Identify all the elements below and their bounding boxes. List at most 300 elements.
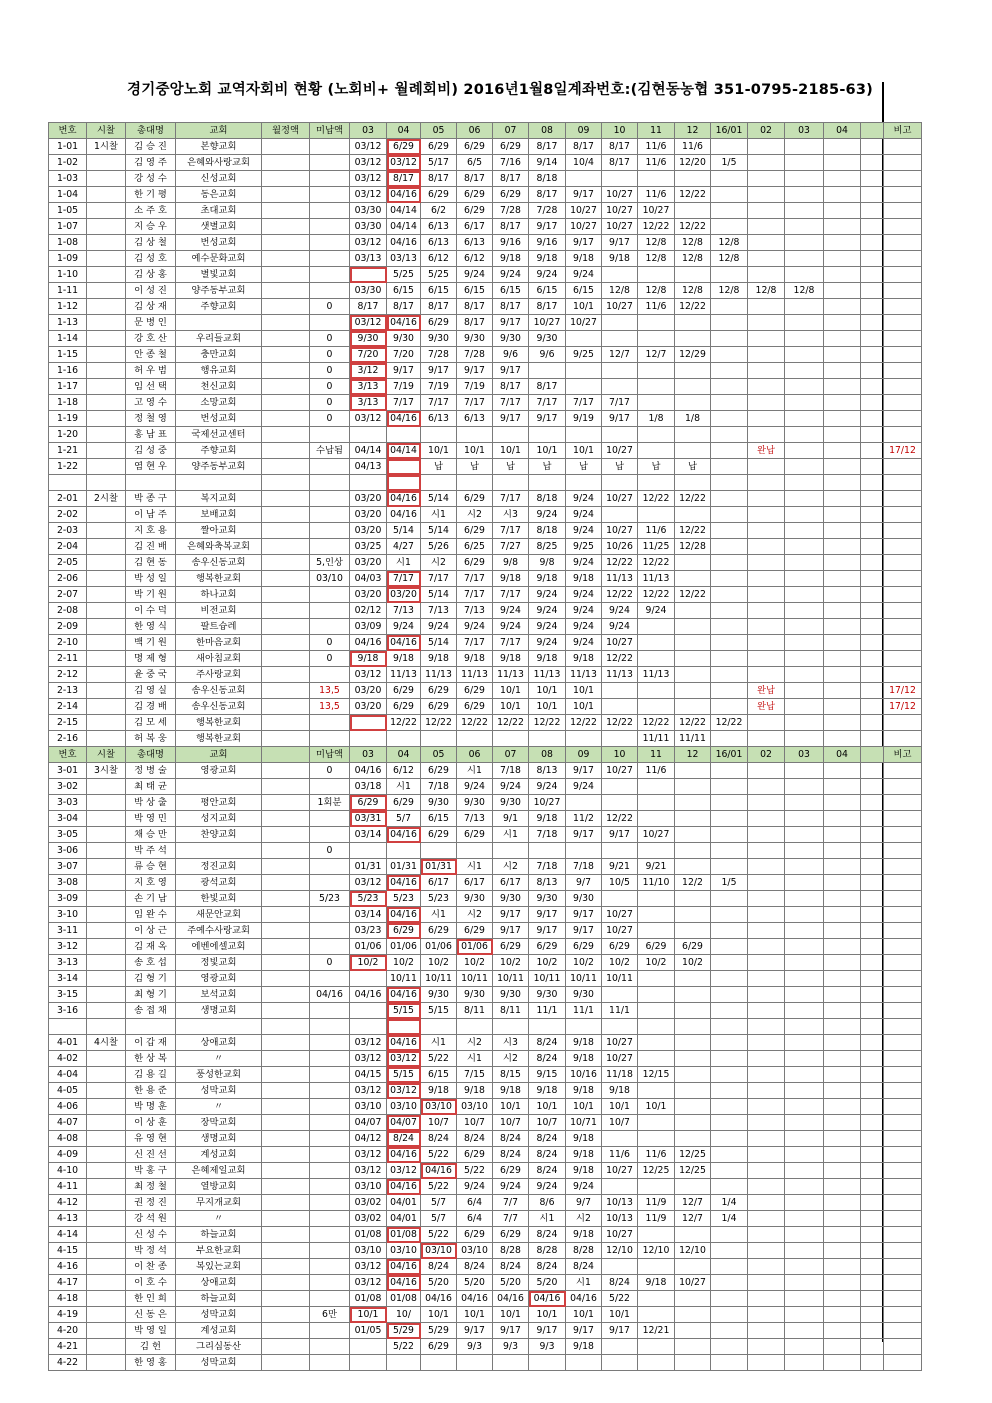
table-cell: 9/17 xyxy=(529,907,566,923)
table-cell xyxy=(785,507,824,523)
table-cell: 9/17 xyxy=(566,907,602,923)
table-cell xyxy=(748,587,785,603)
table-row xyxy=(49,699,922,715)
table-cell: 1-17 xyxy=(49,379,87,395)
table-cell xyxy=(262,1275,310,1291)
table-cell xyxy=(262,587,310,603)
table-row xyxy=(49,299,922,315)
table-cell xyxy=(861,443,884,459)
table-row xyxy=(49,427,922,443)
table-cell xyxy=(748,459,785,475)
table-cell: 5/29 xyxy=(387,1323,421,1339)
table-cell: 7/27 xyxy=(493,539,529,555)
table-cell xyxy=(785,251,824,267)
table-cell: 0 xyxy=(310,651,350,667)
table-cell: 신 진 선 xyxy=(126,1147,176,1163)
table-cell xyxy=(884,299,922,315)
table-cell: 9/24 xyxy=(566,555,602,571)
table-cell: 9/17 xyxy=(493,1323,529,1339)
table-cell: 03/12 xyxy=(350,1163,387,1179)
table-cell: 03/12 xyxy=(387,1051,421,1067)
table-cell: 8/13 xyxy=(529,875,566,891)
table-cell: 9/17 xyxy=(566,923,602,939)
empty-cell xyxy=(350,1019,387,1035)
table-cell xyxy=(785,811,824,827)
table-cell: 신 동 은 xyxy=(126,1307,176,1323)
table-cell: 8/18 xyxy=(529,171,566,187)
table-cell: 10/27 xyxy=(602,187,638,203)
table-cell: 9/18 xyxy=(457,651,493,667)
table-cell: 한 인 희 xyxy=(126,1291,176,1307)
table-cell: 9/24 xyxy=(566,267,602,283)
table-cell: 04/16 xyxy=(387,187,421,203)
empty-cell xyxy=(884,475,922,491)
table-cell xyxy=(675,571,711,587)
table-cell: 9/24 xyxy=(529,1179,566,1195)
table-row xyxy=(49,779,922,795)
table-cell xyxy=(884,523,922,539)
table-cell xyxy=(785,331,824,347)
table-cell xyxy=(748,907,785,923)
empty-cell xyxy=(638,1019,675,1035)
table-cell xyxy=(785,171,824,187)
table-cell: 6/17 xyxy=(457,875,493,891)
table-cell xyxy=(748,1003,785,1019)
table-cell xyxy=(861,939,884,955)
table-cell xyxy=(711,1131,748,1147)
table-cell xyxy=(310,283,350,299)
table-cell: 10/1 xyxy=(566,1307,602,1323)
table-cell: 8/24 xyxy=(529,1131,566,1147)
table-cell xyxy=(824,955,861,971)
table-cell xyxy=(87,699,126,715)
table-cell xyxy=(675,779,711,795)
table-cell xyxy=(785,603,824,619)
table-cell: 완납 xyxy=(748,699,785,715)
table-cell: 8/24 xyxy=(529,1227,566,1243)
table-cell: 6/29 xyxy=(457,203,493,219)
table-cell xyxy=(861,891,884,907)
table-cell: 03/20 xyxy=(350,683,387,699)
table-cell: 7/28 xyxy=(421,347,457,363)
table-cell xyxy=(884,1307,922,1323)
table-cell xyxy=(711,587,748,603)
table-cell xyxy=(421,731,457,747)
table-cell xyxy=(824,363,861,379)
table-cell: 6/4 xyxy=(457,1211,493,1227)
table-cell: 〃 xyxy=(176,1051,262,1067)
table-cell xyxy=(529,843,566,859)
table-cell xyxy=(310,1003,350,1019)
table-cell: 9/24 xyxy=(602,619,638,635)
table-cell xyxy=(87,1211,126,1227)
table-cell xyxy=(602,731,638,747)
table-cell xyxy=(675,1003,711,1019)
table-row xyxy=(49,939,922,955)
table-cell xyxy=(262,1115,310,1131)
table-cell: 1-09 xyxy=(49,251,87,267)
table-cell: 1-20 xyxy=(49,427,87,443)
table-cell xyxy=(711,683,748,699)
table-cell xyxy=(861,651,884,667)
table-cell: 6/17 xyxy=(493,875,529,891)
table-cell: 7/15 xyxy=(457,1067,493,1083)
table-row xyxy=(49,1259,922,1275)
table-cell: 9/24 xyxy=(493,1179,529,1195)
table-cell: 10/2 xyxy=(350,955,387,971)
table-row xyxy=(49,539,922,555)
table-cell xyxy=(861,763,884,779)
table-cell: 1/8 xyxy=(638,411,675,427)
table-cell xyxy=(861,363,884,379)
table-cell: 6/29 xyxy=(387,923,421,939)
table-cell xyxy=(884,1275,922,1291)
table-cell xyxy=(87,379,126,395)
table-cell xyxy=(675,1179,711,1195)
table-cell xyxy=(310,1195,350,1211)
table-cell: 11/13 xyxy=(602,667,638,683)
table-cell: 번성교회 xyxy=(176,411,262,427)
table-cell xyxy=(87,459,126,475)
table-cell: 12/22 xyxy=(675,299,711,315)
table-cell: 3-06 xyxy=(49,843,87,859)
table-cell xyxy=(675,827,711,843)
table-cell xyxy=(824,1323,861,1339)
table-cell xyxy=(824,699,861,715)
table-cell xyxy=(457,843,493,859)
table-cell: 12/22 xyxy=(387,715,421,731)
table-cell xyxy=(748,139,785,155)
table-cell: 04/01 xyxy=(387,1211,421,1227)
table-cell xyxy=(262,571,310,587)
table-cell xyxy=(675,859,711,875)
table-cell xyxy=(884,1131,922,1147)
table-cell: 계성교회 xyxy=(176,1147,262,1163)
table-cell: 8/24 xyxy=(421,1131,457,1147)
table-cell xyxy=(262,1227,310,1243)
table-cell xyxy=(87,1323,126,1339)
table-cell xyxy=(87,1243,126,1259)
table-cell: 평안교회 xyxy=(176,795,262,811)
table-cell: 4-17 xyxy=(49,1275,87,1291)
table-cell xyxy=(262,427,310,443)
table-cell: 12/8 xyxy=(785,283,824,299)
table-cell: 01/31 xyxy=(387,859,421,875)
table-cell: 5/20 xyxy=(421,1275,457,1291)
table-cell xyxy=(861,1115,884,1131)
table-cell: 1-21 xyxy=(49,443,87,459)
table-row xyxy=(49,507,922,523)
table-cell xyxy=(785,411,824,427)
table-row xyxy=(49,411,922,427)
table-cell xyxy=(87,443,126,459)
table-cell xyxy=(262,363,310,379)
table-cell xyxy=(785,363,824,379)
table-cell: 9/18 xyxy=(566,1035,602,1051)
table-cell: 8/17 xyxy=(350,299,387,315)
table-cell xyxy=(262,907,310,923)
table-cell: 03/12 xyxy=(350,1275,387,1291)
table-cell xyxy=(824,795,861,811)
table-cell xyxy=(711,491,748,507)
table-cell: 9/18 xyxy=(602,1083,638,1099)
table-cell xyxy=(262,555,310,571)
table-cell xyxy=(529,427,566,443)
table-cell: 7/19 xyxy=(421,379,457,395)
table-cell xyxy=(602,427,638,443)
table-cell: 04/16 xyxy=(387,1275,421,1291)
table-cell: 2-16 xyxy=(49,731,87,747)
table-cell xyxy=(711,379,748,395)
table-cell xyxy=(861,987,884,1003)
table-cell xyxy=(87,1099,126,1115)
table-cell: 김 형 기 xyxy=(126,971,176,987)
table-cell xyxy=(748,763,785,779)
table-cell xyxy=(785,459,824,475)
table-cell xyxy=(675,1323,711,1339)
table-cell xyxy=(602,683,638,699)
table-cell: 7/28 xyxy=(529,203,566,219)
table-cell xyxy=(748,971,785,987)
table-cell: 8/17 xyxy=(421,171,457,187)
table-cell xyxy=(675,1355,711,1371)
table-cell xyxy=(87,619,126,635)
table-cell xyxy=(861,795,884,811)
table-cell: 10/7 xyxy=(602,1115,638,1131)
table-cell xyxy=(785,1003,824,1019)
empty-cell xyxy=(126,475,176,491)
table-row xyxy=(49,491,922,507)
table-cell: 6/25 xyxy=(457,539,493,555)
table-cell: 01/08 xyxy=(350,1291,387,1307)
table-cell: 9/30 xyxy=(421,795,457,811)
table-cell xyxy=(421,427,457,443)
table-cell xyxy=(824,987,861,1003)
table-cell: 8/17 xyxy=(602,139,638,155)
table-cell xyxy=(884,955,922,971)
table-row xyxy=(49,971,922,987)
table-cell: 9/18 xyxy=(493,251,529,267)
table-row xyxy=(49,1003,922,1019)
table-cell: 10/ xyxy=(387,1307,421,1323)
table-cell xyxy=(861,187,884,203)
table-cell: 9/24 xyxy=(566,491,602,507)
table-cell: 8/17 xyxy=(529,139,566,155)
table-cell: 시2 xyxy=(566,1211,602,1227)
table-cell: 12/10 xyxy=(602,1243,638,1259)
table-cell xyxy=(602,363,638,379)
table-cell xyxy=(748,1163,785,1179)
table-cell: 2-09 xyxy=(49,619,87,635)
table-cell xyxy=(638,315,675,331)
table-cell xyxy=(602,779,638,795)
table-cell xyxy=(785,763,824,779)
table-cell xyxy=(711,1147,748,1163)
table-cell: 신 성 수 xyxy=(126,1227,176,1243)
table-cell: 04/12 xyxy=(350,1131,387,1147)
table-cell: 정빛교회 xyxy=(176,955,262,971)
table-cell: 시1 xyxy=(529,1211,566,1227)
table-cell: 은혜와사랑교회 xyxy=(176,155,262,171)
table-cell xyxy=(675,923,711,939)
table-cell: 04/16 xyxy=(387,907,421,923)
table-cell xyxy=(87,731,126,747)
table-cell xyxy=(262,795,310,811)
table-cell xyxy=(824,507,861,523)
table-cell xyxy=(785,1131,824,1147)
table-cell: 8/11 xyxy=(493,1003,529,1019)
table-cell: 시2 xyxy=(493,1051,529,1067)
table-cell: 이 갑 재 xyxy=(126,1035,176,1051)
table-cell xyxy=(824,763,861,779)
table-cell xyxy=(785,555,824,571)
table-cell xyxy=(785,875,824,891)
table-cell xyxy=(884,939,922,955)
table-cell xyxy=(748,715,785,731)
table-cell xyxy=(638,891,675,907)
table-cell xyxy=(310,1051,350,1067)
table-cell: 8/17 xyxy=(421,299,457,315)
empty-cell xyxy=(310,1019,350,1035)
table-body xyxy=(49,123,922,1371)
table-cell xyxy=(884,907,922,923)
table-cell: 송 접 채 xyxy=(126,1003,176,1019)
header-cell: 04 xyxy=(824,747,861,763)
table-cell: 권 정 진 xyxy=(126,1195,176,1211)
table-cell xyxy=(824,1211,861,1227)
table-cell: 9/24 xyxy=(457,267,493,283)
table-cell: 6/15 xyxy=(493,283,529,299)
table-cell: 11/6 xyxy=(638,523,675,539)
table-cell: 9/30 xyxy=(457,331,493,347)
table-cell: 우리들교회 xyxy=(176,331,262,347)
table-cell xyxy=(785,907,824,923)
table-cell: 3/13 xyxy=(350,395,387,411)
table-cell: 10/1 xyxy=(529,443,566,459)
table-cell xyxy=(638,1339,675,1355)
table-cell: 9/17 xyxy=(566,187,602,203)
table-cell xyxy=(310,1259,350,1275)
table-cell: 9/30 xyxy=(529,891,566,907)
table-cell: 박 영 민 xyxy=(126,811,176,827)
table-cell: 8/17 xyxy=(387,171,421,187)
table-cell: 10/1 xyxy=(529,1099,566,1115)
table-row xyxy=(49,1035,922,1051)
header-cell: 11 xyxy=(638,123,675,139)
header-cell: 07 xyxy=(493,747,529,763)
table-cell: 4-05 xyxy=(49,1083,87,1099)
table-cell xyxy=(785,379,824,395)
table-cell xyxy=(310,875,350,891)
table-cell: 8/17 xyxy=(602,155,638,171)
table-cell: 시1 xyxy=(457,1051,493,1067)
table-cell: 7/17 xyxy=(566,395,602,411)
table-cell: 5/7 xyxy=(387,811,421,827)
table-cell: 11/13 xyxy=(457,667,493,683)
table-cell xyxy=(711,171,748,187)
table-cell xyxy=(87,1307,126,1323)
table-cell: 12/8 xyxy=(748,283,785,299)
table-cell: 10/11 xyxy=(566,971,602,987)
table-cell xyxy=(861,1211,884,1227)
table-cell: 9/18 xyxy=(493,571,529,587)
table-cell: 〃 xyxy=(176,1211,262,1227)
table-cell xyxy=(602,1339,638,1355)
table-cell: 04/16 xyxy=(387,635,421,651)
table-cell xyxy=(421,1355,457,1371)
table-cell xyxy=(87,1147,126,1163)
table-cell: 10/7 xyxy=(493,1115,529,1131)
header-cell xyxy=(262,747,310,763)
table-cell xyxy=(262,1339,310,1355)
header-cell: 04 xyxy=(824,123,861,139)
table-cell: 9/18 xyxy=(529,251,566,267)
table-cell: 0 xyxy=(310,955,350,971)
table-cell xyxy=(824,971,861,987)
table-cell: 한 영 홍 xyxy=(126,1355,176,1371)
table-cell: 12/8 xyxy=(675,251,711,267)
table-cell xyxy=(310,267,350,283)
table-cell xyxy=(824,1355,861,1371)
table-row xyxy=(49,315,922,331)
table-cell xyxy=(711,219,748,235)
table-cell xyxy=(675,1083,711,1099)
table-cell: 1/5 xyxy=(711,875,748,891)
table-cell: 3-11 xyxy=(49,923,87,939)
table-cell xyxy=(310,971,350,987)
table-cell: 이 상 훈 xyxy=(126,1115,176,1131)
table-row xyxy=(49,1355,922,1371)
table-cell xyxy=(785,619,824,635)
table-cell: 03/13 xyxy=(387,251,421,267)
table-cell: 6/2 xyxy=(421,203,457,219)
table-cell: 1-05 xyxy=(49,203,87,219)
table-cell xyxy=(884,235,922,251)
table-cell xyxy=(711,971,748,987)
table-cell: 10/2 xyxy=(638,955,675,971)
table-cell xyxy=(824,779,861,795)
table-cell: 10/11 xyxy=(387,971,421,987)
table-cell xyxy=(87,347,126,363)
table-cell xyxy=(748,155,785,171)
table-cell xyxy=(310,715,350,731)
table-cell: 5/14 xyxy=(421,635,457,651)
table-cell: 9/18 xyxy=(350,651,387,667)
table-cell: 6/29 xyxy=(421,827,457,843)
table-cell xyxy=(711,267,748,283)
header-cell: 12 xyxy=(675,123,711,139)
table-cell: 광석교회 xyxy=(176,875,262,891)
table-cell: 김 승 진 xyxy=(126,139,176,155)
table-cell xyxy=(602,1259,638,1275)
table-cell: 7/19 xyxy=(457,379,493,395)
table-cell xyxy=(884,923,922,939)
table-cell xyxy=(884,459,922,475)
table-cell: 상애교회 xyxy=(176,1275,262,1291)
table-cell xyxy=(824,443,861,459)
empty-cell xyxy=(675,475,711,491)
table-cell xyxy=(785,1083,824,1099)
table-cell: 6/13 xyxy=(457,411,493,427)
empty-cell xyxy=(457,1019,493,1035)
table-cell: 03/13 xyxy=(350,251,387,267)
table-cell: 10/27 xyxy=(566,219,602,235)
table-cell xyxy=(824,1115,861,1131)
table-cell: 신성교회 xyxy=(176,171,262,187)
table-cell xyxy=(861,555,884,571)
table-cell: 04/15 xyxy=(350,1067,387,1083)
table-cell: 03/12 xyxy=(350,187,387,203)
